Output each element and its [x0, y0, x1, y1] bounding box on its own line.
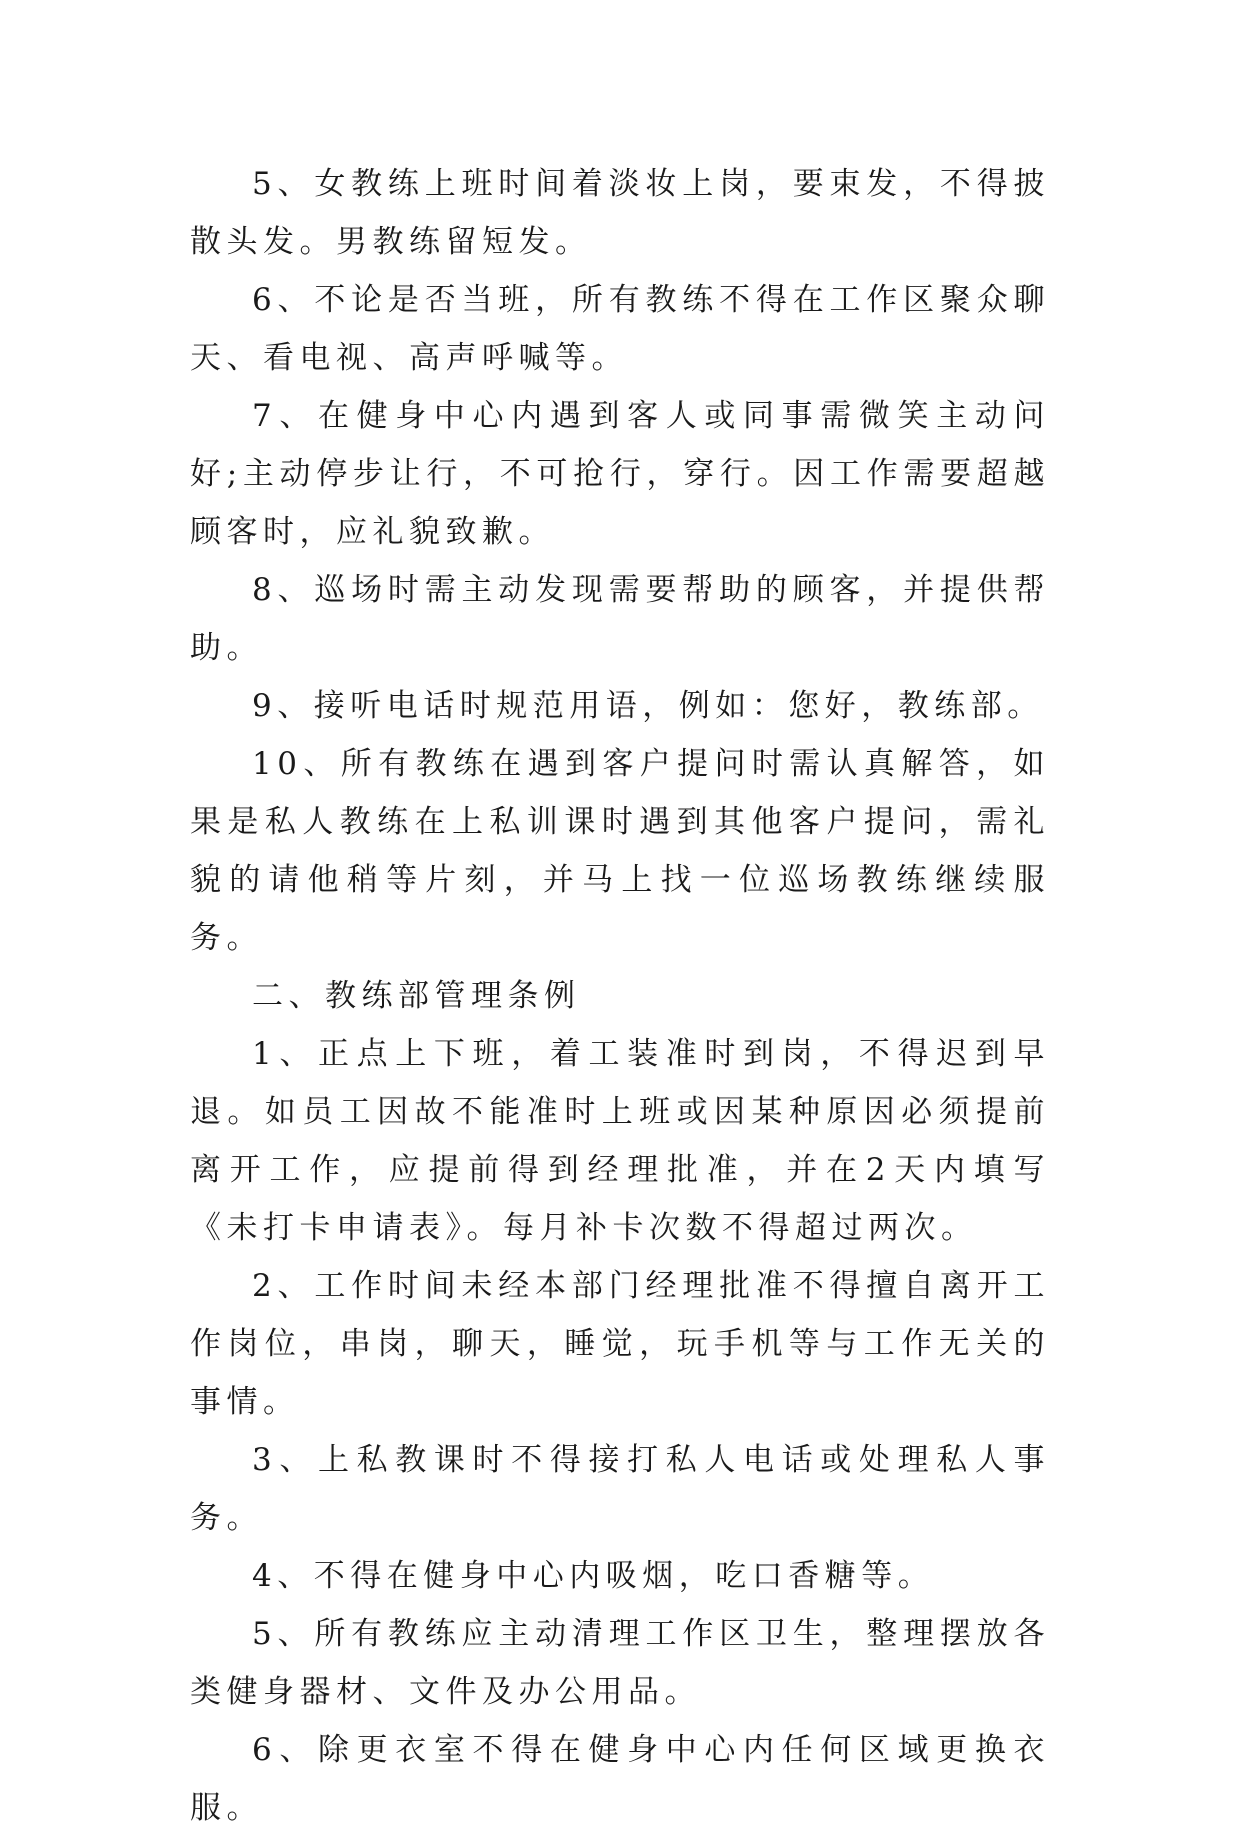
- paragraph-rule-7-greeting: 7、在健身中心内遇到客人或同事需微笑主动问好;主动停步让行，不可抢行，穿行。因工作需要超越顾客时，应礼貌致歉。: [190, 398, 1050, 550]
- paragraph-rule-10-questions: 10、所有教练在遇到客户提问时需认真解答，如果是私人教练在上私训课时遇到其他客户提问，需礼貌的请他稍等片刻，并马上找一位巡场教练继续服务。: [190, 746, 1050, 956]
- paragraph-mgmt-2-leaving-post: 2、工作时间未经本部门经理批准不得擅自离开工作岗位，串岗，聊天，睡觉，玩手机等与工作无关的事情。: [190, 1268, 1050, 1420]
- paragraph-rule-5-makeup: 5、女教练上班时间着淡妆上岗，要束发，不得披散头发。男教练留短发。: [190, 166, 1050, 260]
- paragraph-mgmt-6-changing: 6、除更衣室不得在健身中心内任何区域更换衣服。: [190, 1732, 1050, 1826]
- paragraph-rule-9-phone: 9、接听电话时规范用语，例如：您好，教练部。: [252, 688, 1044, 724]
- paragraph-rule-6-no-chatting: 6、不论是否当班，所有教练不得在工作区聚众聊天、看电视、高声呼喊等。: [190, 282, 1050, 376]
- paragraph-mgmt-3-private-calls: 3、上私教课时不得接打私人电话或处理私人事务。: [190, 1442, 1050, 1536]
- document-body: [190, 155, 1050, 1837]
- paragraph-mgmt-4-no-smoking: 4、不得在健身中心内吸烟，吃口香糖等。: [252, 1558, 935, 1594]
- section-heading-management-rules: 二、教练部管理条例: [252, 978, 581, 1014]
- paragraph-mgmt-5-cleaning: 5、所有教练应主动清理工作区卫生，整理摆放各类健身器材、文件及办公用品。: [190, 1616, 1050, 1710]
- paragraph-mgmt-1-attendance: 1、正点上下班，着工装准时到岗，不得迟到早退。如员工因故不能准时上班或因某种原因必须提前离开工作，应提前得到经理批准，并在2天内填写《未打卡申请表》。每月补卡次数不得超过两次。: [190, 1036, 1050, 1246]
- paragraph-rule-8-patrol: 8、巡场时需主动发现需要帮助的顾客，并提供帮助。: [190, 572, 1050, 666]
